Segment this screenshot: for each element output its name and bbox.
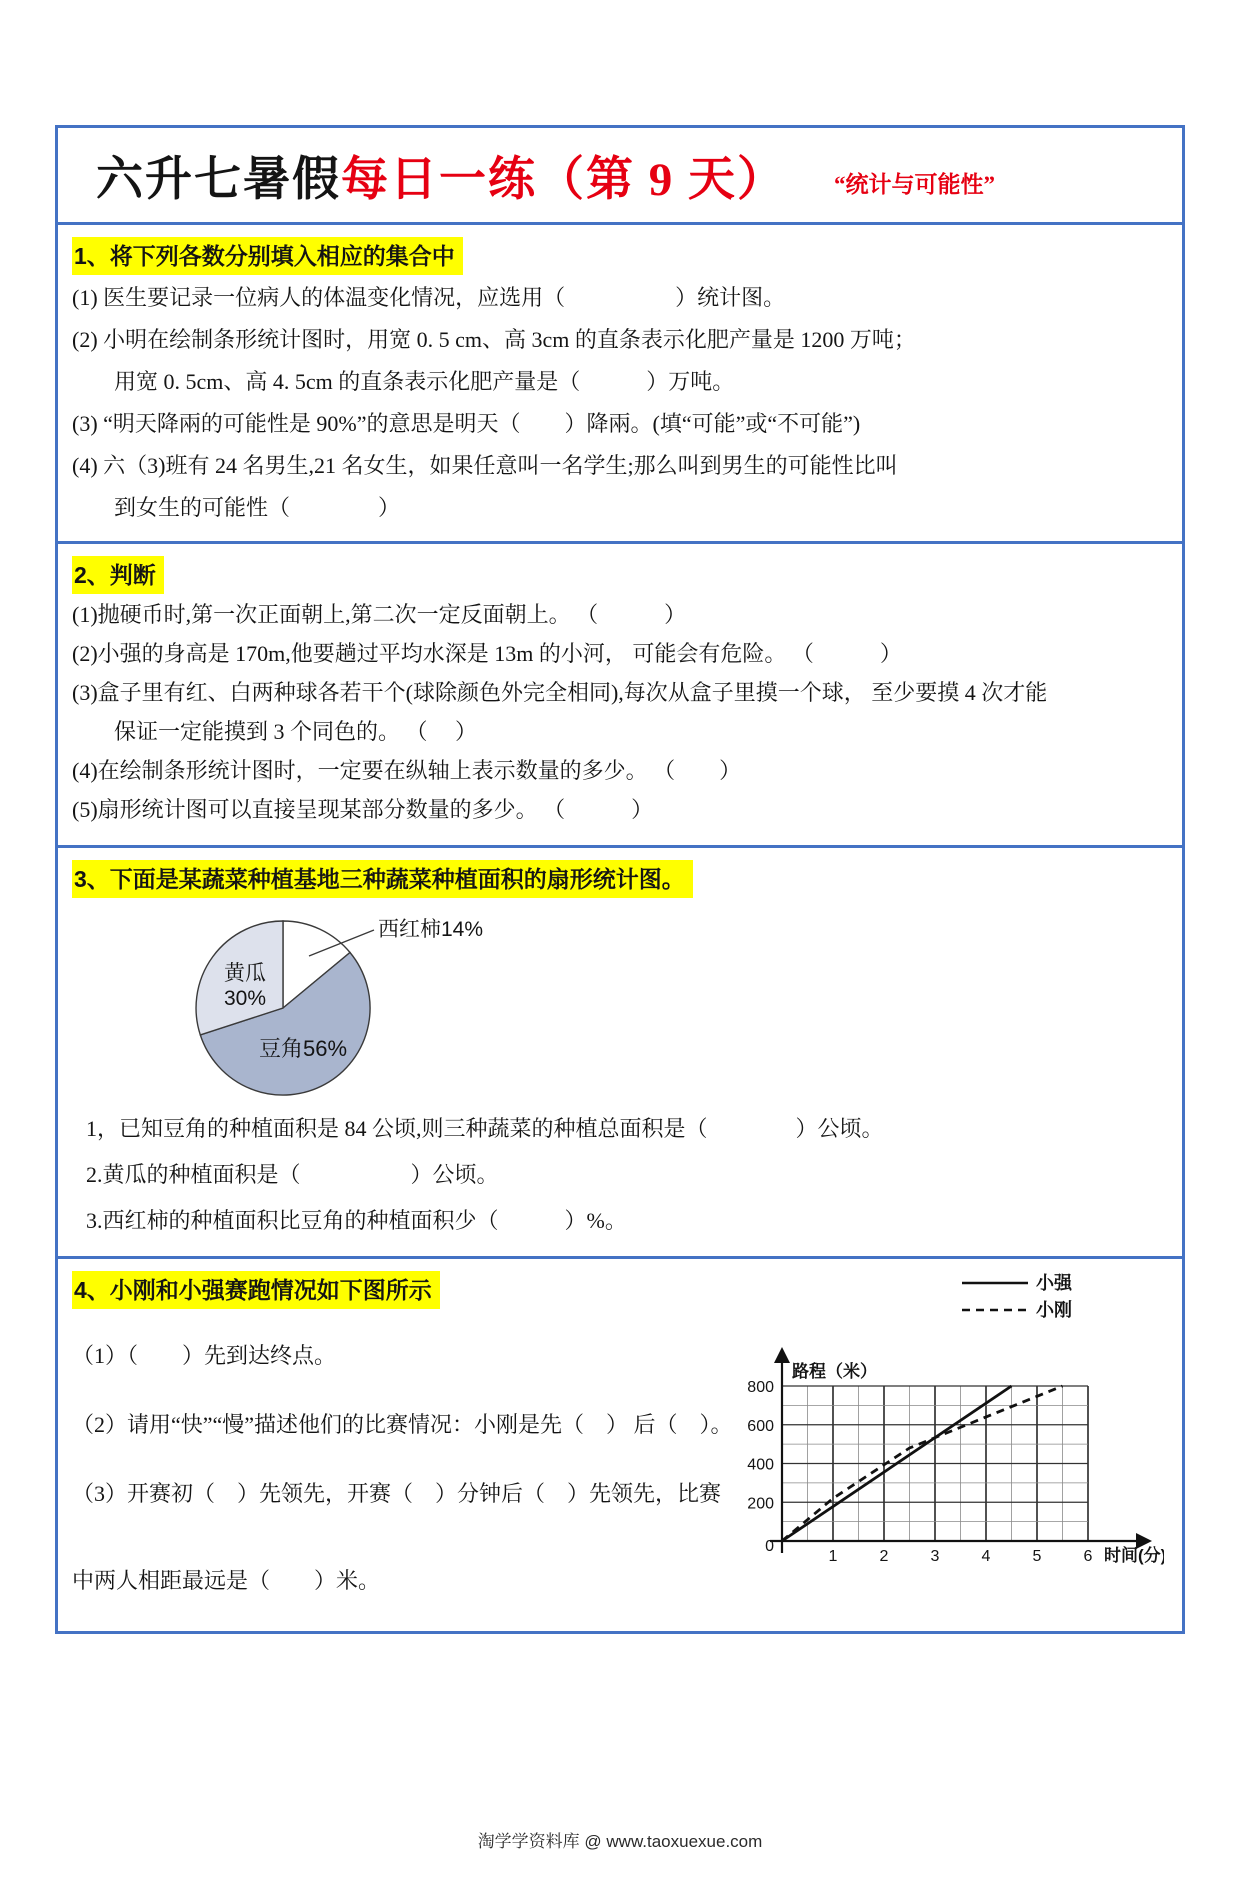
- pie-chart-svg: [168, 908, 598, 1104]
- question-line: (4) 六（3)班有 24 名男生,21 名女生，如果任意叫一名学生;那么叫到男生的可能性比叫: [72, 453, 898, 478]
- question-line: (2) 小明在绘制条形统计图时，用宽 0. 5 cm、高 3cm 的直条表示化肥产量是 1200 万吨；: [72, 327, 916, 352]
- section-1: [55, 222, 1185, 544]
- y-tick-label: 800: [747, 1379, 774, 1396]
- question-line: 中两人相距最远是（ ）米。: [72, 1568, 381, 1593]
- line-chart-svg: [712, 1267, 1164, 1573]
- question-line: (2)小强的身高是 170m,他要趟过平均水深是 13m 的小河， 可能会有危险。 （ ）: [72, 641, 902, 666]
- section-4-heading: 4、小刚和小强赛跑情况如下图所示: [72, 1271, 1164, 1309]
- x-tick-label: 3: [930, 1548, 940, 1565]
- legend-label-小刚: 小刚: [1036, 1300, 1072, 1320]
- vegetable-pie-chart: [168, 908, 598, 1104]
- section-1-heading: 1、将下列各数分别填入相应的集合中: [72, 237, 1164, 275]
- question-line: 用宽 0. 5cm、高 4. 5cm 的直条表示化肥产量是（ ）万吨。: [114, 369, 735, 394]
- question-line: (4)在绘制条形统计图时，一定要在纵轴上表示数量的多少。 （ ）: [72, 758, 742, 783]
- question-line: （3）开赛初（ ）先领先，开赛（ ）分钟后（ ）先领先，比赛: [72, 1481, 722, 1506]
- question-line: (1)抛硬币时,第一次正面朝上,第二次一定反面朝上。 （ ）: [72, 602, 687, 627]
- section-2-heading: 2、判断: [72, 556, 1164, 594]
- page-title-black: 六升七暑假: [96, 153, 341, 206]
- question-line: 到女生的可能性（ ）: [114, 495, 401, 520]
- pie-label-cucumber: 黄瓜: [224, 962, 266, 985]
- question-line: 3.西红柿的种植面积比豆角的种植面积少（ ）%。: [86, 1208, 627, 1233]
- x-tick-label: 4: [981, 1548, 991, 1565]
- question-line: (1) 医生要记录一位病人的体温变化情况，应选用（ ）统计图。: [72, 285, 786, 310]
- y-tick-label: 400: [747, 1456, 774, 1474]
- section-4: [55, 1256, 1185, 1634]
- legend-label-小强: 小强: [1036, 1273, 1072, 1293]
- section-2: [55, 541, 1185, 848]
- x-axis-label: 时间(分): [1104, 1546, 1164, 1565]
- y-tick-label: 600: [747, 1417, 774, 1435]
- question-line: 1，已知豆角的种植面积是 84 公顷,则三种蔬菜的种植总面积是（ ）公顷。: [86, 1116, 884, 1141]
- pie-label-bean: 豆角56%: [258, 1036, 348, 1061]
- section-3-heading: 3、下面是某蔬菜种植基地三种蔬菜种植面积的扇形统计图。: [72, 860, 1164, 898]
- question-line: (3)盒子里有红、白两种球各若干个(球除颜色外完全相同),每次从盒子里摸一个球， 至少要摸 4 次才能: [72, 680, 1048, 705]
- y-tick-label: 200: [747, 1495, 774, 1513]
- question-line: 2.黄瓜的种植面积是（ ）公顷。: [86, 1162, 499, 1187]
- question-line: （1）（ ）先到达终点。: [72, 1343, 337, 1368]
- question-line: (3) “明天降兩的可能性是 90%”的意思是明天（ ）降兩。(填“可能”或“不可能”): [72, 411, 861, 436]
- x-tick-label: 5: [1032, 1548, 1042, 1565]
- section-3: [55, 845, 1185, 1259]
- question-line: (5)扇形统计图可以直接呈现某部分数量的多少。 （ ）: [72, 797, 654, 822]
- title-box: [55, 125, 1185, 225]
- y-tick-label: 0: [765, 1538, 774, 1555]
- page-title-red: 每日一练（第 9 天）: [341, 153, 786, 206]
- x-tick-label: 6: [1083, 1548, 1093, 1565]
- worksheet-page: [0, 125, 1240, 1851]
- page-subtitle: “统计与可能性”: [834, 171, 995, 197]
- race-line-chart: [712, 1267, 1164, 1573]
- x-tick-label: 1: [828, 1548, 838, 1565]
- x-tick-label: 2: [879, 1548, 889, 1565]
- pie-label-cucumber-value: 30%: [223, 987, 267, 1010]
- pie-label-tomato: 西红柿14%: [378, 918, 484, 941]
- question-line: （2）请用“快”“慢”描述他们的比赛情况：小刚是先（ ） 后（ ）。: [72, 1412, 733, 1437]
- y-axis-arrow: [774, 1347, 790, 1363]
- footer-text: 淘学学资料库 @ www.taoxuexue.com: [477, 1832, 763, 1851]
- question-line: 保证一定能摸到 3 个同色的。 （ ）: [114, 719, 478, 744]
- y-axis-label: 路程（米）: [792, 1362, 877, 1381]
